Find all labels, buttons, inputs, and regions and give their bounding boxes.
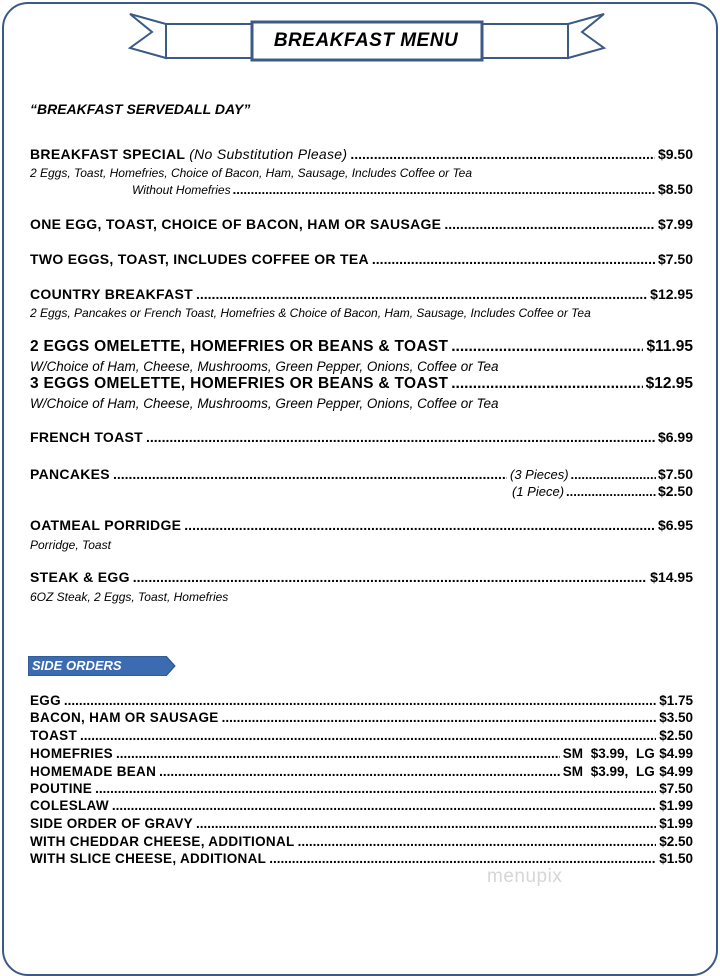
side-item-coleslaw: COLESLAW ..... $1.99 [30,798,693,813]
menu-item-country-breakfast: COUNTRY BREAKFAST ..... $12.95 [30,286,693,302]
side-item-slice-cheese: WITH SLICE CHEESE, ADDITIONAL ..... $1.50 [30,851,693,866]
side-item-toast: TOAST ..... $2.50 [30,728,693,743]
side-item-cheddar-cheese: WITH CHEDDAR CHEESE, ADDITIONAL ..... $2.50 [30,834,693,849]
menu-item-two-eggs: TWO EGGS, TOAST, INCLUDES COFFEE OR TEA ..... $7.50 [30,251,693,267]
served-all-day-note: “BREAKFAST SERVEDALL DAY” [30,101,251,117]
menu-item-pancakes: PANCAKES ..... [30,466,510,482]
side-orders-label: SIDE ORDERS [32,658,122,673]
menu-item-steak-and-egg: STEAK & EGG ..... $14.95 [30,569,693,585]
menu-title: BREAKFAST MENU [273,30,459,51]
menu-item-french-toast: FRENCH TOAST ..... $6.99 [30,429,693,445]
menu-item-2-eggs-omelette: 2 EGGS OMELETTE, HOMEFRIES OR BEANS & TOAST ..... $11.95 [30,338,693,356]
item-description: W/Choice of Ham, Cheese, Mushrooms, Green Pepper, Onions, Coffee or Tea [30,396,499,411]
item-description: Porridge, Toast [30,538,111,552]
menu-item-one-egg: ONE EGG, TOAST, CHOICE OF BACON, HAM OR SAUSAGE ..... $7.99 [30,216,693,232]
item-description: 2 Eggs, Pancakes or French Toast, Homefries & Choice of Bacon, Ham, Sausage, Includes Coffee or Tea [30,306,591,320]
menu-item-oatmeal-porridge: OATMEAL PORRIDGE ..... $6.95 [30,517,693,533]
side-item-homefries: HOMEFRIES ..... SM $3.99, LG $4.99 [30,745,693,763]
item-description: 6OZ Steak, 2 Eggs, Toast, Homefries [30,590,229,604]
watermark: menupix [487,866,563,887]
pancakes-option-1-piece: (1 Piece) ..... $2.50 [512,483,693,499]
side-item-poutine: POUTINE ..... $7.50 [30,781,693,796]
side-item-gravy: SIDE ORDER OF GRAVY ..... $1.99 [30,816,693,831]
menu-item-3-eggs-omelette: 3 EGGS OMELETTE, HOMEFRIES OR BEANS & TOAST ..... $12.95 [30,375,693,393]
pancakes-option-3-pieces: (3 Pieces) ..... $7.50 [510,466,693,482]
side-item-egg: EGG ..... $1.75 [30,693,693,708]
side-item-homemade-bean: HOMEMADE BEAN ..... SM $3.99, LG $4.99 [30,763,693,781]
menu-item-special-without-homefries: Without Homefries ..... $8.50 [132,181,693,197]
item-description: W/Choice of Ham, Cheese, Mushrooms, Green Pepper, Onions, Coffee or Tea [30,359,499,374]
side-item-bacon-ham-sausage: BACON, HAM OR SAUSAGE ..... $3.50 [30,710,693,725]
item-description: 2 Eggs, Toast, Homefries, Choice of Bacon, Ham, Sausage, Includes Coffee or Tea [30,166,473,180]
menu-item-breakfast-special: BREAKFAST SPECIAL (No Substitution Please) ..... $9.50 [30,146,693,162]
